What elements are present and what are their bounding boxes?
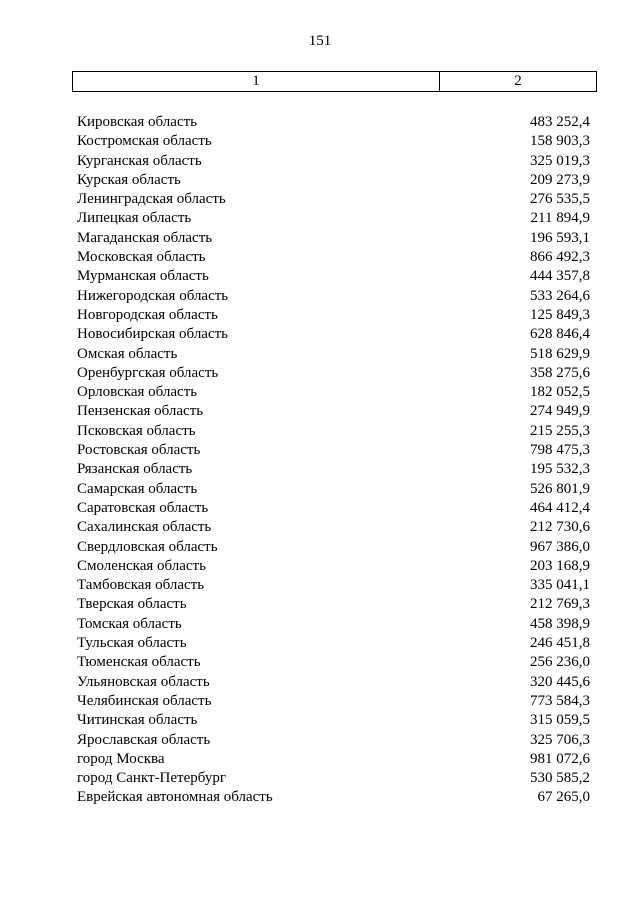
region-value: 256 236,0 xyxy=(530,654,590,671)
table-row xyxy=(77,538,590,557)
table-row xyxy=(77,576,590,595)
table-row xyxy=(77,673,590,692)
region-name: Пензенская область xyxy=(77,403,204,420)
region-name: Омская область xyxy=(77,345,178,362)
region-name: Ярославская область xyxy=(77,731,211,748)
region-name: город Санкт-Петербург xyxy=(77,770,226,787)
region-value: 530 585,2 xyxy=(530,770,590,787)
table-row xyxy=(77,113,590,132)
region-name: Ростовская область xyxy=(77,442,201,459)
table-row xyxy=(77,345,590,364)
table-row xyxy=(77,711,590,730)
region-name: Мурманская область xyxy=(77,268,209,285)
region-value: 464 412,4 xyxy=(530,499,590,516)
region-name: Тульская область xyxy=(77,635,187,652)
region-value: 196 593,1 xyxy=(530,229,590,246)
region-name: Орловская область xyxy=(77,384,198,401)
table-row xyxy=(77,518,590,537)
region-value: 335 041,1 xyxy=(530,577,590,594)
table-row xyxy=(77,634,590,653)
region-value: 866 492,3 xyxy=(530,249,590,266)
region-value: 315 059,5 xyxy=(530,712,590,729)
table-row xyxy=(77,788,590,807)
table-row xyxy=(77,152,590,171)
region-value: 773 584,3 xyxy=(530,692,590,709)
region-value: 246 451,8 xyxy=(530,635,590,652)
table-row xyxy=(77,248,590,267)
table-row xyxy=(77,209,590,228)
table-row xyxy=(77,422,590,441)
region-name: Новосибирская область xyxy=(77,326,229,343)
table-row xyxy=(77,171,590,190)
table-row xyxy=(77,383,590,402)
region-name: Челябинская область xyxy=(77,692,212,709)
table-row xyxy=(77,364,590,383)
table-row xyxy=(77,441,590,460)
region-value: 215 255,3 xyxy=(530,422,590,439)
region-value: 518 629,9 xyxy=(530,345,590,362)
region-value: 274 949,9 xyxy=(530,403,590,420)
region-value: 981 072,6 xyxy=(530,750,590,767)
table-row xyxy=(77,557,590,576)
region-name: Свердловская область xyxy=(77,538,218,555)
region-value: 526 801,9 xyxy=(530,480,590,497)
region-name: Читинская область xyxy=(77,712,198,729)
table-header xyxy=(72,71,597,92)
page-number: 151 xyxy=(308,33,332,49)
region-value: 276 535,5 xyxy=(530,191,590,208)
region-name: Псковская область xyxy=(77,422,196,439)
region-value: 203 168,9 xyxy=(530,557,590,574)
table-row xyxy=(77,190,590,209)
table-row xyxy=(77,132,590,151)
table-row xyxy=(77,287,590,306)
region-name: Тюменская область xyxy=(77,654,201,671)
table-row xyxy=(77,615,590,634)
region-name: Ленинградская область xyxy=(77,191,226,208)
region-value: 483 252,4 xyxy=(530,114,590,130)
region-value: 211 894,9 xyxy=(530,210,590,227)
region-value: 209 273,9 xyxy=(530,171,590,188)
table-row xyxy=(77,595,590,614)
table-row xyxy=(77,229,590,248)
table-row xyxy=(77,769,590,788)
region-name: Сахалинская область xyxy=(77,519,212,536)
region-value: 358 275,6 xyxy=(530,364,590,381)
region-name: Еврейская автономная область xyxy=(77,789,273,806)
table-row xyxy=(77,480,590,499)
region-name: город Москва xyxy=(77,750,165,767)
region-name: Магаданская область xyxy=(77,229,213,246)
table-header-col2: 2 xyxy=(514,73,522,89)
region-value: 325 019,3 xyxy=(530,152,590,169)
table-row xyxy=(77,460,590,479)
table-row xyxy=(77,731,590,750)
table-row xyxy=(77,402,590,421)
region-name: Новгородская область xyxy=(77,306,218,323)
region-value: 458 398,9 xyxy=(530,615,590,632)
region-name: Нижегородская область xyxy=(77,287,229,304)
region-value: 212 769,3 xyxy=(530,596,590,613)
region-name: Ульяновская область xyxy=(77,673,210,690)
region-value: 67 265,0 xyxy=(537,789,590,806)
region-value: 195 532,3 xyxy=(530,461,590,478)
region-value: 444 357,8 xyxy=(530,268,590,285)
region-value: 533 264,6 xyxy=(530,287,590,304)
region-value: 628 846,4 xyxy=(530,326,590,343)
region-value: 125 849,3 xyxy=(530,306,590,323)
region-name: Тверская область xyxy=(77,596,187,613)
table-header-col1: 1 xyxy=(73,72,440,91)
table-row xyxy=(77,306,590,325)
table-row xyxy=(77,499,590,518)
table-body xyxy=(77,113,590,808)
table-row xyxy=(77,267,590,286)
region-name: Курская область xyxy=(77,171,181,188)
table-row xyxy=(77,750,590,769)
region-name: Самарская область xyxy=(77,480,198,497)
region-value: 325 706,3 xyxy=(530,731,590,748)
region-name: Томская область xyxy=(77,615,182,632)
region-name: Кировская область xyxy=(77,114,198,130)
region-value: 182 052,5 xyxy=(530,384,590,401)
region-value: 798 475,3 xyxy=(530,442,590,459)
table-row xyxy=(77,653,590,672)
table-row xyxy=(77,692,590,711)
region-name: Липецкая область xyxy=(77,210,192,227)
region-value: 212 730,6 xyxy=(530,519,590,536)
region-name: Тамбовская область xyxy=(77,577,205,594)
region-name: Рязанская область xyxy=(77,461,193,478)
region-name: Смоленская область xyxy=(77,557,206,574)
region-name: Оренбургская область xyxy=(77,364,219,381)
region-name: Курганская область xyxy=(77,152,202,169)
region-value: 967 386,0 xyxy=(530,538,590,555)
region-value: 158 903,3 xyxy=(530,133,590,150)
table-row xyxy=(77,325,590,344)
region-value: 320 445,6 xyxy=(530,673,590,690)
region-name: Московская область xyxy=(77,249,206,266)
region-name: Костромская область xyxy=(77,133,212,150)
region-name: Саратовская область xyxy=(77,499,209,516)
